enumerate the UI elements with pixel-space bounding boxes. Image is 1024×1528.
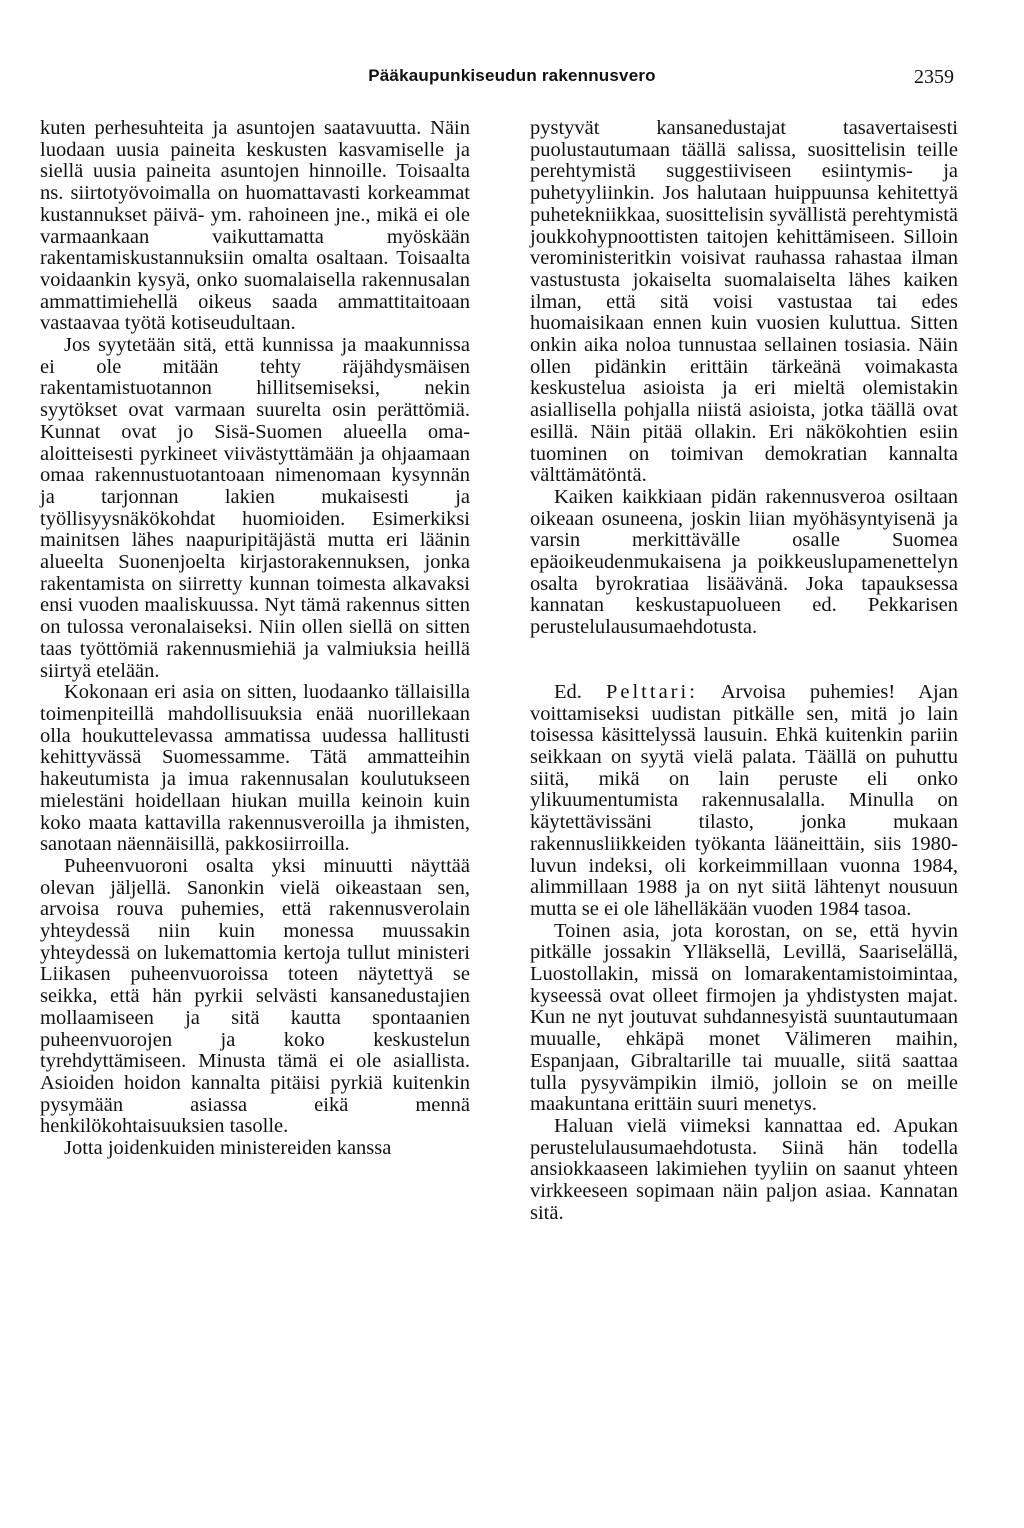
speech-paragraph [530, 682, 958, 921]
paragraph: Kokonaan eri asia on sitten, luodaanko tällaisilla toimenpiteillä mahdollisuuksia enää nuorillekaan olla houkuttelevassa ammatissa uudessa hallitusti kehittyvässä Suomessamme. Tätä ammatteihin hakeutumista ja imua rakennusalan koulutukseen mielestäni hoidellaan hiukan muilla keinoin kuin koko maata kattavilla rakennusveroilla ja ihmisten, sanotaan näennäisillä, pakkosiirroilla. [40, 681, 470, 856]
paragraph: pystyvät kansanedustajat tasavertaisesti puolustautumaan täällä salissa, suosittelisin teille perehtymistä suggestiiviseen esiintymis- ja puhetyyliinkin. Jos halutaan huippuunsa kehitettyä puhetekniikkaa, suosittelisin syvällistä perehtymistä joukkohypnoottisten taitojen kehittämiseen. Silloin veroministeritkin voisivat rauhassa rahastaa ilman vastustusta jokaiselta suomalaiselta lähes kaiken ilman, että sitä voisi vastustaa tai edes huomaisikaan ennen kuin vuosien kuluttua. Sitten onkin aika noloa tunnustaa sellainen tosiasia. Näin ollen pidänkin erittäin tärkeänä voimakasta keskustelua asioista ja eri mieltä olemistakin asiallisella pohjalla niistä asioista, jotka täällä ovat esillä. Näin pitää ollakin. Eri näkökohtien esiin tuominen on toimivan demokratian kannalta välttämätöntä. [530, 117, 958, 487]
right-column [530, 118, 958, 1224]
paragraph: Jotta joidenkuiden ministereiden kanssa [64, 1137, 392, 1160]
paragraph: Haluan vielä viimeksi kannattaa ed. Apukan perustelulausumaehdotusta. Siinä hän todella ansiokkaaseen lakimiehen tyyliin on saanut yhteen virkkeeseen sopimaan näin paljon asiaa. Kannatan sitä. [530, 1114, 958, 1224]
page-number: 2359 [914, 66, 954, 88]
paragraph: Puheenvuoroni osalta yksi minuutti näyttää olevan jäljellä. Sanonkin vielä oikeastaan sen, arvoisa rouva puhemies, että rakennusverolain yhteydessä niin kuin monessa muussakin yhteydessä on lukemattomia kertoja tullut ministeri Liikasen puheenvuoroissa toteen näytettyä se seikka, että hän pyrkii selvästi kansanedustajien mollaamiseen ja sitä kautta spontaanien puheenvuorojen ja koko keskustelun tyrehdyttämiseen. Minusta tämä ei ole asiallista. Asioiden hoidon kannalta pitäisi pyrkiä kuitenkin pysymään asiassa eikä mennä henkilökohtaisuuksien tasolle. [40, 854, 470, 1138]
running-title: Pääkaupunkiseudun rakennusvero [368, 66, 656, 85]
paragraph: Jos syytetään sitä, että kunnissa ja maakunnissa ei ole mitään tehty räjähdysmäisen rakentamistuotannon hillitsemiseksi, nekin syytökset ovat varmaan suurelta osin perättömiä. Kunnat ovat jo Sisä-Suomen alueella oma-aloitteisesti pyrkineet viivästyttämään ja ohjaamaan omaa rakennustuotantoaan nimenomaan kysynnän ja tarjonnan lakien mukaisesti ja työllisyysnäkökohdat huomioiden. Esimerkiksi mainitsen lähes naapuripitäjästä mutta eri läänin alueelta Suonenjoelta kirjastorakennuksen, jonka rakentamista on siirretty kunnan toimesta alkavaksi ensi vuoden maaliskuussa. Nyt tämä rakennus sitten on tulossa veronalaiseksi. Niin ollen siellä on sitten taas työttömiä rakennusmiehiä ja valmiuksia heillä siirtyä etelään. [40, 334, 470, 682]
paragraph: Kaiken kaikkiaan pidän rakennusveroa osiltaan oikeaan osuneena, joskin liian myöhäsyntyisenä ja varsin merkittävälle osalle Suomea epäoikeudenmukaisena ja poikkeuslupamenettelyn osalta byrokratiaa lisäävänä. Joka tapauksessa kannatan keskustapuolueen ed. Pekkarisen perustelulausumaehdotusta. [530, 485, 958, 639]
paragraph: Toinen asia, jota korostan, on se, että hyvin pitkälle jossakin Ylläksellä, Levillä, Saariselällä, Luostollakin, missä on lomarakentamistoimintaa, kyseessä ovat olleet firmojen ja yhdistysten majat. Kun ne nyt joutuvat suhdannesyistä suuntautumaan muualle, ehkäpä monet Välimeren maihin, Espanjaan, Gibraltarille tai muualle, siitä saattaa tulla pysyvämpikin ilmiö, jolloin se on meille maakuntana erittäin suuri menetys. [530, 919, 958, 1116]
left-column [40, 118, 470, 1160]
speech-text: Arvoisa puhemies! Ajan voittamiseksi uudistan pitkälle sen, mitä jo lain toisessa käsittelyssä lausuin. Ehkä kuitenkin pariin seikkaan on syytä vielä palata. Täällä on puhuttu siitä, mikä on lain peruste eli onko ylikuumentumista rakennusalalla. Minulla on käytettävissäni tilasto, jonka mukaan rakennusliikkeiden työkanta lääneittäin, siis 1980-luvun indeksi, oli korkeimmillaan vuonna 1984, alimmillaan 1988 ja on nyt siitä lähtenyt nousuun mutta se ei ole lähelläkään vuoden 1984 tasoa. [530, 680, 959, 920]
paragraph: kuten perhesuhteita ja asuntojen saatavuutta. Näin luodaan uusia paineita keskusten kasvamiselle ja siellä uusia paineita asuntojen hinnoille. Toisaalta ns. siirtotyövoimalla on huomattavasti korkeammat kustannukset päivä- ym. rahoineen jne., mikä ei ole varmaankaan vaikuttamatta myöskään rakentamiskustannuksiin omalta osaltaan. Toisaalta voidaankin kysyä, onko suomalaisella rakennusalan ammattimiehellä oikeus saada ammattitaitoaan vastaavaa työtä kotiseudultaan. [40, 117, 470, 335]
speaker-name: Pelttari: [605, 680, 698, 703]
speech-prefix: Ed. [554, 680, 582, 703]
